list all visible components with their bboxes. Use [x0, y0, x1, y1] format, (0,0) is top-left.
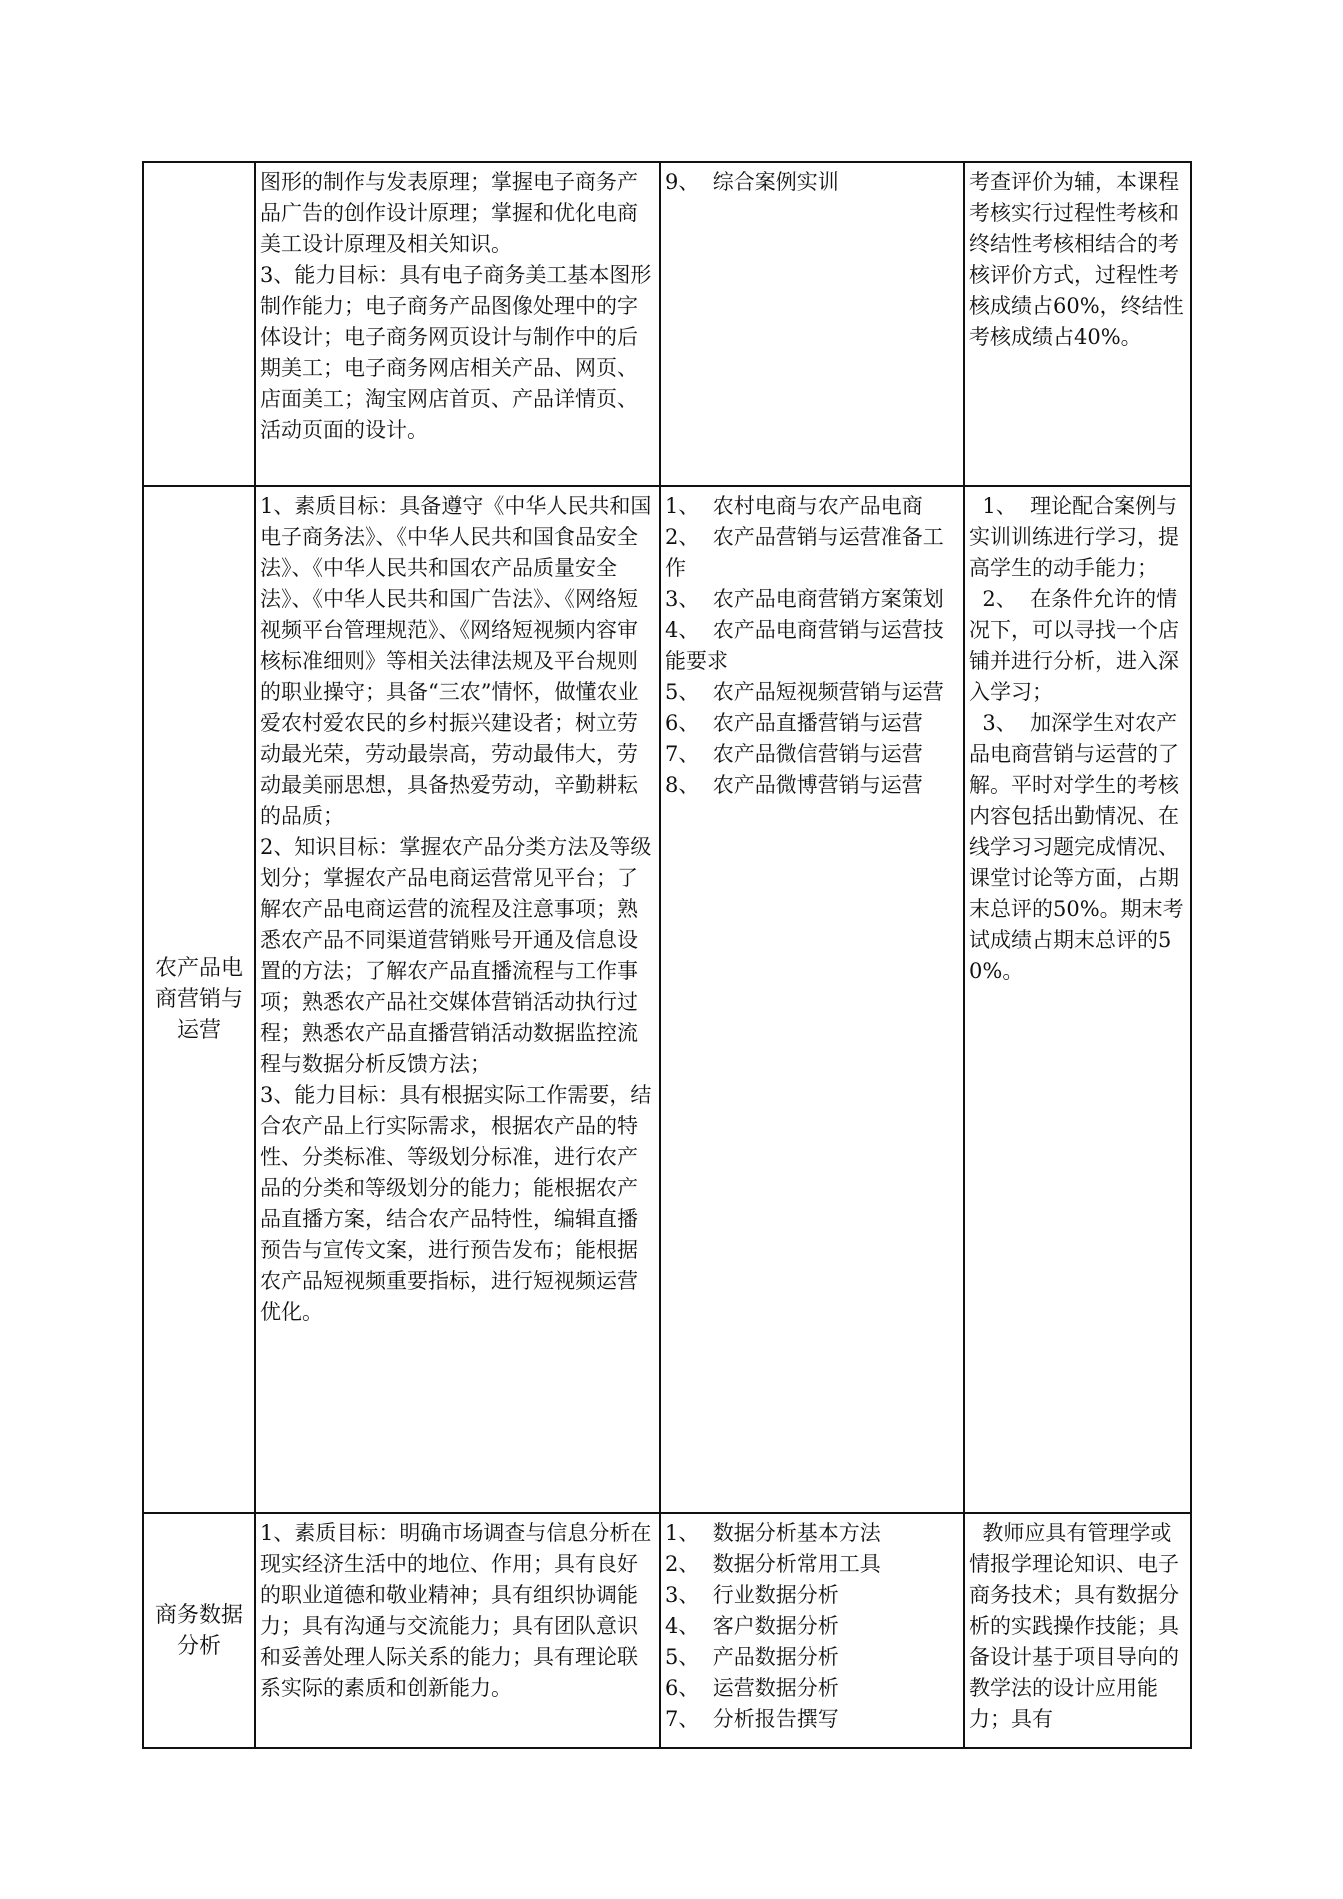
- content-item: 4、 客户数据分析: [665, 1614, 839, 1638]
- objectives-cell: [255, 162, 660, 486]
- content-item: 3、 农产品电商营销方案策划: [665, 587, 944, 611]
- course-name: 农产品电商营销与运营: [154, 956, 243, 1043]
- content-item: 6、 农产品直播营销与运营: [665, 711, 923, 735]
- contents-cell: [660, 486, 964, 1513]
- course-name-cell: [143, 1513, 255, 1748]
- assessment-cell: [964, 486, 1191, 1513]
- table-row: [143, 162, 1191, 486]
- assessment-text: 2、 在条件允许的情况下，可以寻找一个店铺并进行分析，进入深入学习；: [969, 587, 1179, 704]
- content-item: 2、 数据分析常用工具: [665, 1552, 881, 1576]
- content-item: 3、 行业数据分析: [665, 1583, 839, 1607]
- objective-text: 3、能力目标：具有根据实际工作需要，结合农产品上行实际需求，根据农产品的特性、分类标准、等级划分标准，进行农产品的分类和等级划分的能力；能根据农产品直播方案，结合农产品特性，编辑直播预告与宣传文案，进行预告发布；能根据农产品短视频重要指标，进行短视频运营优化。: [260, 1083, 652, 1324]
- objectives-cell: [255, 486, 660, 1513]
- assessment-cell: [964, 162, 1191, 486]
- content-item: 2、 农产品营销与运营准备工作: [665, 525, 944, 580]
- content-item: 7、 农产品微信营销与运营: [665, 742, 923, 766]
- content-item: 5、 产品数据分析: [665, 1645, 839, 1669]
- content-item: 4、 农产品电商营销与运营技能要求: [665, 618, 944, 673]
- content-item: 7、 分析报告撰写: [665, 1707, 839, 1731]
- objective-text: 1、素质目标：明确市场调查与信息分析在现实经济生活中的地位、作用；具有良好的职业道德和敬业精神；具有组织协调能力；具有沟通与交流能力；具有团队意识和妥善处理人际关系的能力；具有理论联系实际的素质和创新能力。: [260, 1521, 652, 1700]
- objectives-cell: [255, 1513, 660, 1748]
- objective-text: 3、能力目标：具有电子商务美工基本图形制作能力；电子商务产品图像处理中的字体设计；电子商务网页设计与制作中的后期美工；电子商务网店相关产品、网页、店面美工；淘宝网店首页、产品详情页、活动页面的设计。: [260, 263, 652, 442]
- course-name-cell: [143, 162, 255, 486]
- assessment-text: 1、 理论配合案例与实训训练进行学习，提高学生的动手能力；: [969, 494, 1179, 580]
- content-item: 8、 农产品微博营销与运营: [665, 773, 923, 797]
- course-name: 商务数据分析: [154, 1602, 243, 1659]
- course-table: [142, 161, 1192, 1749]
- objective-text: 2、知识目标：掌握农产品分类方法及等级划分；掌握农产品电商运营常见平台；了解农产品电商运营的流程及注意事项；熟悉农产品不同渠道营销账号开通及信息设置的方法；了解农产品直播流程与工作事项；熟悉农产品社交媒体营销活动执行过程；熟悉农产品直播营销活动数据监控流程与数据分析反馈方法；: [260, 835, 652, 1076]
- contents-cell: [660, 1513, 964, 1748]
- table-row: [143, 1513, 1191, 1748]
- assessment-text: 教师应具有管理学或情报学理论知识、电子商务技术；具有数据分析的实践操作技能；具备设计基于项目导向的教学法的设计应用能力；具有: [969, 1521, 1179, 1731]
- table-row: [143, 486, 1191, 1513]
- contents-cell: [660, 162, 964, 486]
- objective-text: 1、素质目标：具备遵守《中华人民共和国电子商务法》、《中华人民共和国食品安全法》、《中华人民共和国农产品质量安全法》、《中华人民共和国广告法》、《网络短视频平台管理规范》、《网络短视频内容审核标准细则》等相关法律法规及平台规则的职业操守；具备“三农”情怀，做懂农业爱农村爱农民的乡村振兴建设者；树立劳动最光荣，劳动最崇高，劳动最伟大，劳动最美丽思想，具备热爱劳动，辛勤耕耘的品质；: [260, 494, 652, 828]
- content-item: 9、 综合案例实训: [665, 170, 839, 194]
- content-item: 1、 数据分析基本方法: [665, 1521, 881, 1545]
- assessment-text: 3、 加深学生对农产品电商营销与运营的了解。平时对学生的考核内容包括出勤情况、在线学习习题完成情况、课堂讨论等方面，占期末总评的50%。期末考试成绩占期末总评的50%。: [969, 711, 1184, 983]
- course-name-cell: [143, 486, 255, 1513]
- objective-text: 图形的制作与发表原理；掌握电子商务产品广告的创作设计原理；掌握和优化电商美工设计原理及相关知识。: [260, 170, 638, 256]
- content-item: 6、 运营数据分析: [665, 1676, 839, 1700]
- content-item: 5、 农产品短视频营销与运营: [665, 680, 944, 704]
- assessment-cell: [964, 1513, 1191, 1748]
- assessment-text: 考查评价为辅，本课程考核实行过程性考核和终结性考核相结合的考核评价方式，过程性考核成绩占60%，终结性考核成绩占40%。: [969, 170, 1184, 349]
- content-item: 1、 农村电商与农产品电商: [665, 494, 923, 518]
